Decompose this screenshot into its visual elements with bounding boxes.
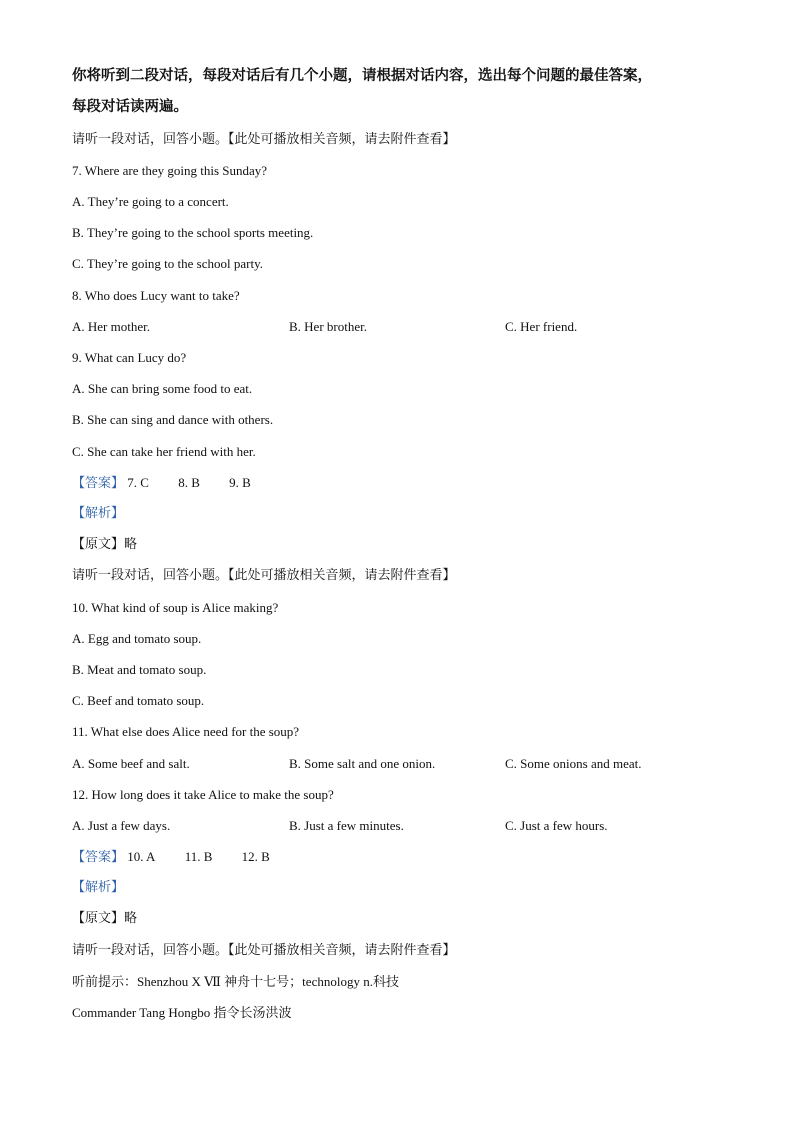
- section1-prompt: 请听一段对话，回答小题。【此处可播放相关音频，请去附件查看】: [72, 132, 456, 147]
- q8-option-b: B. Her brother.: [289, 319, 367, 334]
- section1-answer-line: [72, 475, 277, 492]
- answer-item: 10. A: [127, 849, 156, 864]
- q10-option-b: B. Meat and tomato soup.: [72, 662, 207, 677]
- answer-item: 9. B: [229, 475, 251, 490]
- q12-option-b: B. Just a few minutes.: [289, 818, 404, 833]
- q11-option-a: A. Some beef and salt.: [72, 756, 190, 771]
- section3-commander: Commander Tang Hongbo 指令长汤洪波: [72, 1005, 292, 1020]
- answer-item: 12. B: [241, 849, 270, 864]
- q8-option-a: A. Her mother.: [72, 319, 150, 334]
- answer-item: 7. C: [127, 475, 149, 490]
- section1-original: 【原文】略: [72, 537, 138, 552]
- q9-option-a: A. She can bring some food to eat.: [72, 381, 253, 396]
- answer-tag: 【答案】: [72, 850, 125, 865]
- answer-tag: 【答案】: [72, 476, 125, 491]
- q12-option-c: C. Just a few hours.: [505, 818, 608, 833]
- q10-question: 10. What kind of soup is Alice making?: [72, 600, 279, 615]
- answer-item: 11. B: [184, 849, 213, 864]
- section2-answer-line: [72, 849, 296, 866]
- q12-question: 12. How long does it take Alice to make the soup?: [72, 787, 334, 802]
- q7-option-b: B. They’re going to the school sports meeting.: [72, 225, 314, 240]
- section3-prompt: 请听一段对话，回答小题。【此处可播放相关音频，请去附件查看】: [72, 943, 456, 958]
- section2-prompt: 请听一段对话，回答小题。【此处可播放相关音频，请去附件查看】: [72, 568, 456, 583]
- q9-option-b: B. She can sing and dance with others.: [72, 412, 274, 427]
- q10-option-a: A. Egg and tomato soup.: [72, 631, 202, 646]
- q7-question: 7. Where are they going this Sunday?: [72, 163, 268, 178]
- q10-option-c: C. Beef and tomato soup.: [72, 693, 205, 708]
- q7-option-a: A. They’re going to a concert.: [72, 194, 229, 209]
- q8-question: 8. Who does Lucy want to take?: [72, 288, 240, 303]
- q11-option-c: C. Some onions and meat.: [505, 756, 642, 771]
- q11-question: 11. What else does Alice need for the soup?: [72, 724, 300, 739]
- section2-original: 【原文】略: [72, 911, 138, 926]
- instructions-line-2: 每段对话读两遍。: [72, 99, 188, 115]
- q12-option-a: A. Just a few days.: [72, 818, 171, 833]
- q11-option-b: B. Some salt and one onion.: [289, 756, 436, 771]
- section1-analysis: 【解析】: [72, 506, 125, 521]
- q9-question: 9. What can Lucy do?: [72, 350, 187, 365]
- q9-option-c: C. She can take her friend with her.: [72, 444, 256, 459]
- instructions-line-1: 你将听到二段对话，每段对话后有几个小题，请根据对话内容，选出每个问题的最佳答案，: [72, 68, 652, 84]
- q7-option-c: C. They’re going to the school party.: [72, 256, 263, 271]
- answer-item: 8. B: [178, 475, 200, 490]
- section3-hint: 听前提示：Shenzhou X Ⅶ 神舟十七号；technology n.科技: [72, 974, 399, 989]
- section2-analysis: 【解析】: [72, 880, 125, 895]
- q8-option-c: C. Her friend.: [505, 319, 578, 334]
